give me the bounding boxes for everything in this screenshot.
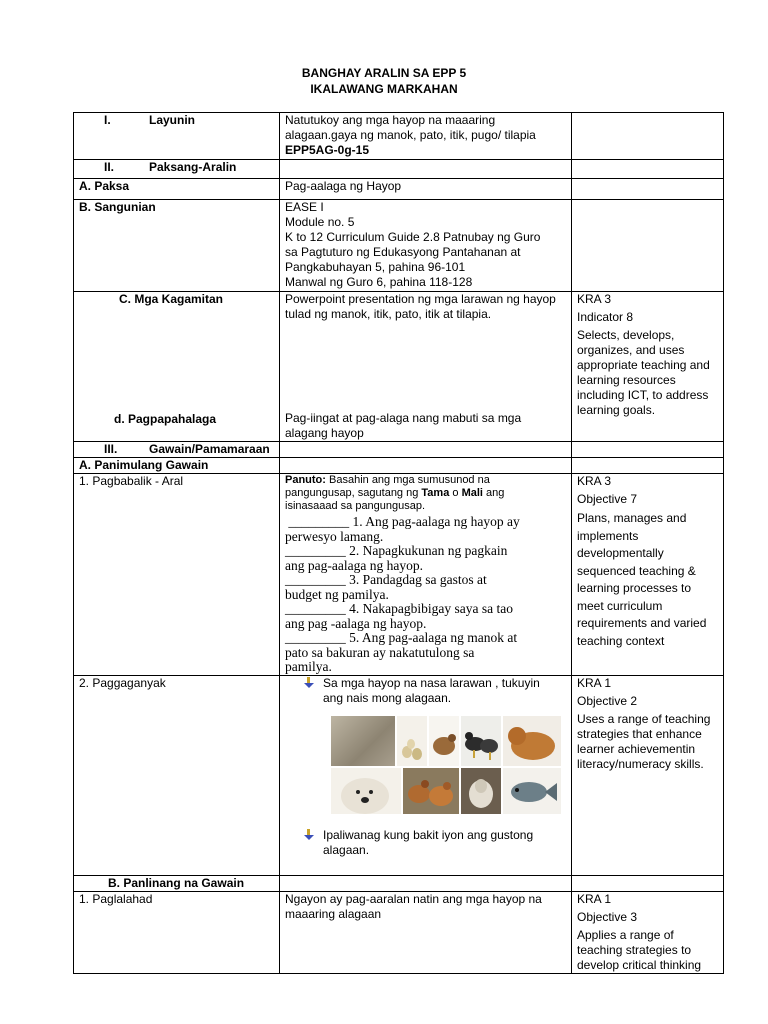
quiz-line: pato sa bakuran ay nakatutulong sa [285, 644, 475, 660]
quiz-line: budget ng pamilya. [285, 586, 389, 602]
reference-line: sa Pagtuturo ng Edukasyong Pantahanan at [285, 245, 521, 259]
panuto-label: Panuto: [285, 474, 326, 486]
arrow-bullet-icon [303, 829, 315, 841]
bullet-text: alagaan. [323, 842, 370, 857]
objective-label: Objective 3 [577, 909, 638, 924]
kra-desc-line: meet curriculum [577, 598, 663, 613]
kra-desc-line: teaching context [577, 633, 665, 648]
indicator-label: Indicator 8 [577, 310, 634, 324]
competency-code: EPP5AG-0g-15 [285, 143, 370, 157]
ducks-photo [331, 716, 395, 766]
bullet-item [285, 676, 566, 706]
cell-paksa-content: Pag-aalaga ng Hayop [280, 179, 572, 200]
kra-label: KRA 1 [577, 675, 612, 690]
row-pagbabalik-aral [74, 474, 724, 676]
cell-paglalahad-kra [572, 891, 724, 973]
kra-desc-line: sequenced teaching & [577, 563, 696, 578]
empty-cell [280, 875, 572, 891]
row-paglalahad [74, 891, 724, 973]
kra-desc-line: strategies that enhance [577, 726, 702, 741]
kra-desc-line: teaching strategies to [577, 942, 692, 957]
cell-layunin-content [280, 113, 572, 160]
cell-panlinang-label: B. Panlinang na Gawain [74, 875, 280, 891]
content-line: tulad ng manok, itik, pato, itik at tilapia. [285, 307, 492, 321]
empty-cell [572, 875, 724, 891]
content-line: Powerpoint presentation ng mga larawan ng hayop [285, 292, 556, 306]
document-title: BANGHAY ARALIN SA EPP 5 [301, 66, 467, 80]
cell-paggaganyak-content [280, 675, 572, 875]
reference-line: Manwal ng Guro 6, pahina 118-128 [285, 275, 473, 289]
panuto-text: ang [482, 487, 505, 499]
content-line: Natutukoy ang mga hayop na maaaring [285, 113, 496, 127]
pagpapahalaga-label: d. Pagpapahalaga [114, 412, 217, 426]
cell-paglalahad-content [280, 891, 572, 973]
cell-pagbabalik-label: 1. Pagbabalik - Aral [74, 474, 280, 676]
kra-desc-line: literacy/numeracy skills. [577, 756, 704, 771]
row-paggaganyak [74, 675, 724, 875]
quiz-line: _________ 1. Ang pag-aalaga ng hayop ay [285, 514, 520, 529]
bullet-item [285, 828, 566, 858]
section-label: Layunin [149, 113, 196, 127]
kra-desc-line: learning goals. [577, 403, 656, 417]
panuto-text: Basahin ang mga sumusunod na [325, 474, 490, 486]
empty-cell [572, 179, 724, 200]
quail-photo [429, 716, 459, 766]
row-paksa [74, 179, 724, 200]
row-paksang-aralin [74, 160, 724, 179]
cell-layunin-label [74, 113, 280, 160]
quiz-line: ang pag -aalaga ng hayop. [285, 615, 427, 631]
panuto-text: pangungusap, sagutang ng [285, 487, 422, 499]
content-line: alagaan.gaya ng manok, pato, itik, pugo/ tilapia [285, 128, 536, 142]
dog-photo [331, 768, 401, 814]
kra-desc-line: Applies a range of [577, 927, 674, 942]
cell-panimulang-label: A. Panimulang Gawain [74, 458, 280, 474]
empty-cell [280, 442, 572, 458]
cell-sangunian-label: B. Sangunian [74, 200, 280, 292]
quiz-items [285, 515, 566, 675]
row-panlinang [74, 875, 724, 891]
kra-label: KRA 3 [577, 292, 612, 306]
cell-gawain-label [74, 442, 280, 458]
bullet-text: Ipaliwanag kung bakit iyon ang gustong [323, 827, 534, 842]
reference-line: Module no. 5 [285, 215, 355, 229]
row-gawain [74, 442, 724, 458]
pagpapahalaga-content [285, 411, 521, 441]
kra-desc-line: implements [577, 528, 639, 543]
kra-desc-line: organizes, and uses [577, 343, 685, 357]
cell-paggaganyak-kra [572, 675, 724, 875]
cell-kagamitan-label [74, 292, 280, 442]
bullet-text: Sa mga hayop na nasa larawan , tukuyin [323, 675, 540, 690]
reference-line: K to 12 Curriculum Guide 2.8 Patnubay ng Guro [285, 230, 541, 244]
objective-label: Objective 7 [577, 492, 638, 506]
cell-pagbabalik-content [280, 474, 572, 676]
cell-layunin-kra [572, 113, 724, 160]
roman-numeral: I. [104, 113, 111, 127]
black-ducks-photo [461, 716, 501, 766]
arrow-bullet-icon [303, 677, 315, 689]
mali-label: Mali [461, 487, 483, 499]
kra-desc-line: Plans, manages and [577, 511, 687, 525]
roman-numeral: II. [104, 160, 115, 174]
kra-desc-line: learning resources [577, 373, 676, 387]
kra-desc-line: Uses a range of teaching [577, 711, 711, 726]
kra-label: KRA 3 [577, 474, 612, 488]
empty-cell [572, 200, 724, 292]
section-label: C. Mga Kagamitan [119, 292, 224, 306]
document-subtitle: IKALAWANG MARKAHAN [310, 82, 458, 96]
row-sangunian [74, 200, 724, 292]
content-line: maaaring alagaan [285, 906, 382, 921]
kra-desc-line: including ICT, to address [577, 388, 709, 402]
tama-label: Tama [421, 487, 450, 499]
reference-line: EASE I [285, 200, 324, 214]
cell-paksa-label: A. Paksa [74, 179, 280, 200]
cell-sangunian-content [280, 200, 572, 292]
row-kagamitan [74, 292, 724, 442]
kra-desc-line: developmentally [577, 546, 664, 560]
panuto-text: o [449, 487, 462, 499]
empty-cell [572, 458, 724, 474]
objective-label: Objective 2 [577, 693, 638, 708]
quail-eggs-photo [397, 716, 427, 766]
quiz-line: _________ 3. Pandagdag sa gastos at [285, 572, 487, 587]
quiz-line: _________ 2. Napagkukunan ng pagkain [285, 543, 508, 558]
row-layunin [74, 113, 724, 160]
empty-cell [572, 160, 724, 179]
kra-desc-line: learning processes to [577, 581, 692, 595]
bullet-text: ang nais mong alagaan. [323, 690, 452, 705]
cat-photo [503, 716, 561, 766]
kra-label: KRA 1 [577, 891, 612, 906]
empty-cell [280, 160, 572, 179]
row-panimulang [74, 458, 724, 474]
kra-desc-line: Selects, develops, [577, 328, 675, 342]
quiz-line: ang pag-aalaga ng hayop. [285, 557, 423, 573]
content-line: Pag-iingat at pag-alaga nang mabuti sa mga [285, 411, 522, 425]
quiz-line: pamilya. [285, 659, 332, 674]
kra-desc-line: develop critical thinking [577, 957, 702, 972]
roman-numeral: III. [104, 442, 118, 456]
cell-kagamitan-content [280, 292, 572, 442]
section-label: Gawain/Pamamaraan [149, 442, 270, 456]
kra-desc-line: learner achievementin [577, 741, 696, 756]
panuto-text: isinasaaad sa pangungusap. [285, 500, 426, 512]
quiz-line: _________ 5. Ang pag-aalaga ng manok at [285, 630, 518, 645]
quiz-line: perwesyo lamang. [285, 528, 384, 544]
kra-desc-line: appropriate teaching and [577, 358, 710, 372]
reference-line: Pangkabuhayan 5, pahina 96-101 [285, 260, 466, 274]
cell-kagamitan-kra [572, 292, 724, 442]
cell-pagbabalik-kra [572, 474, 724, 676]
empty-cell [572, 442, 724, 458]
cell-paglalahad-label: 1. Paglalahad [74, 891, 280, 973]
goat-photo [461, 768, 501, 814]
empty-cell [280, 458, 572, 474]
content-line: Ngayon ay pag-aaralan natin ang mga hayop na [285, 891, 542, 906]
content-line: alagang hayop [285, 426, 364, 440]
section-label: Paksang-Aralin [149, 160, 237, 174]
chickens-photo [403, 768, 459, 814]
lesson-plan-table [73, 112, 724, 974]
kra-desc-line: requirements and varied [577, 616, 707, 630]
animal-photo-collage [331, 716, 561, 814]
cell-paggaganyak-label: 2. Paggaganyak [74, 675, 280, 875]
quiz-line: _________ 4. Nakapagbibigay saya sa tao [285, 601, 513, 616]
tilapia-photo [503, 768, 561, 814]
panuto-instructions [285, 474, 566, 513]
cell-paksang-aralin-label [74, 160, 280, 179]
